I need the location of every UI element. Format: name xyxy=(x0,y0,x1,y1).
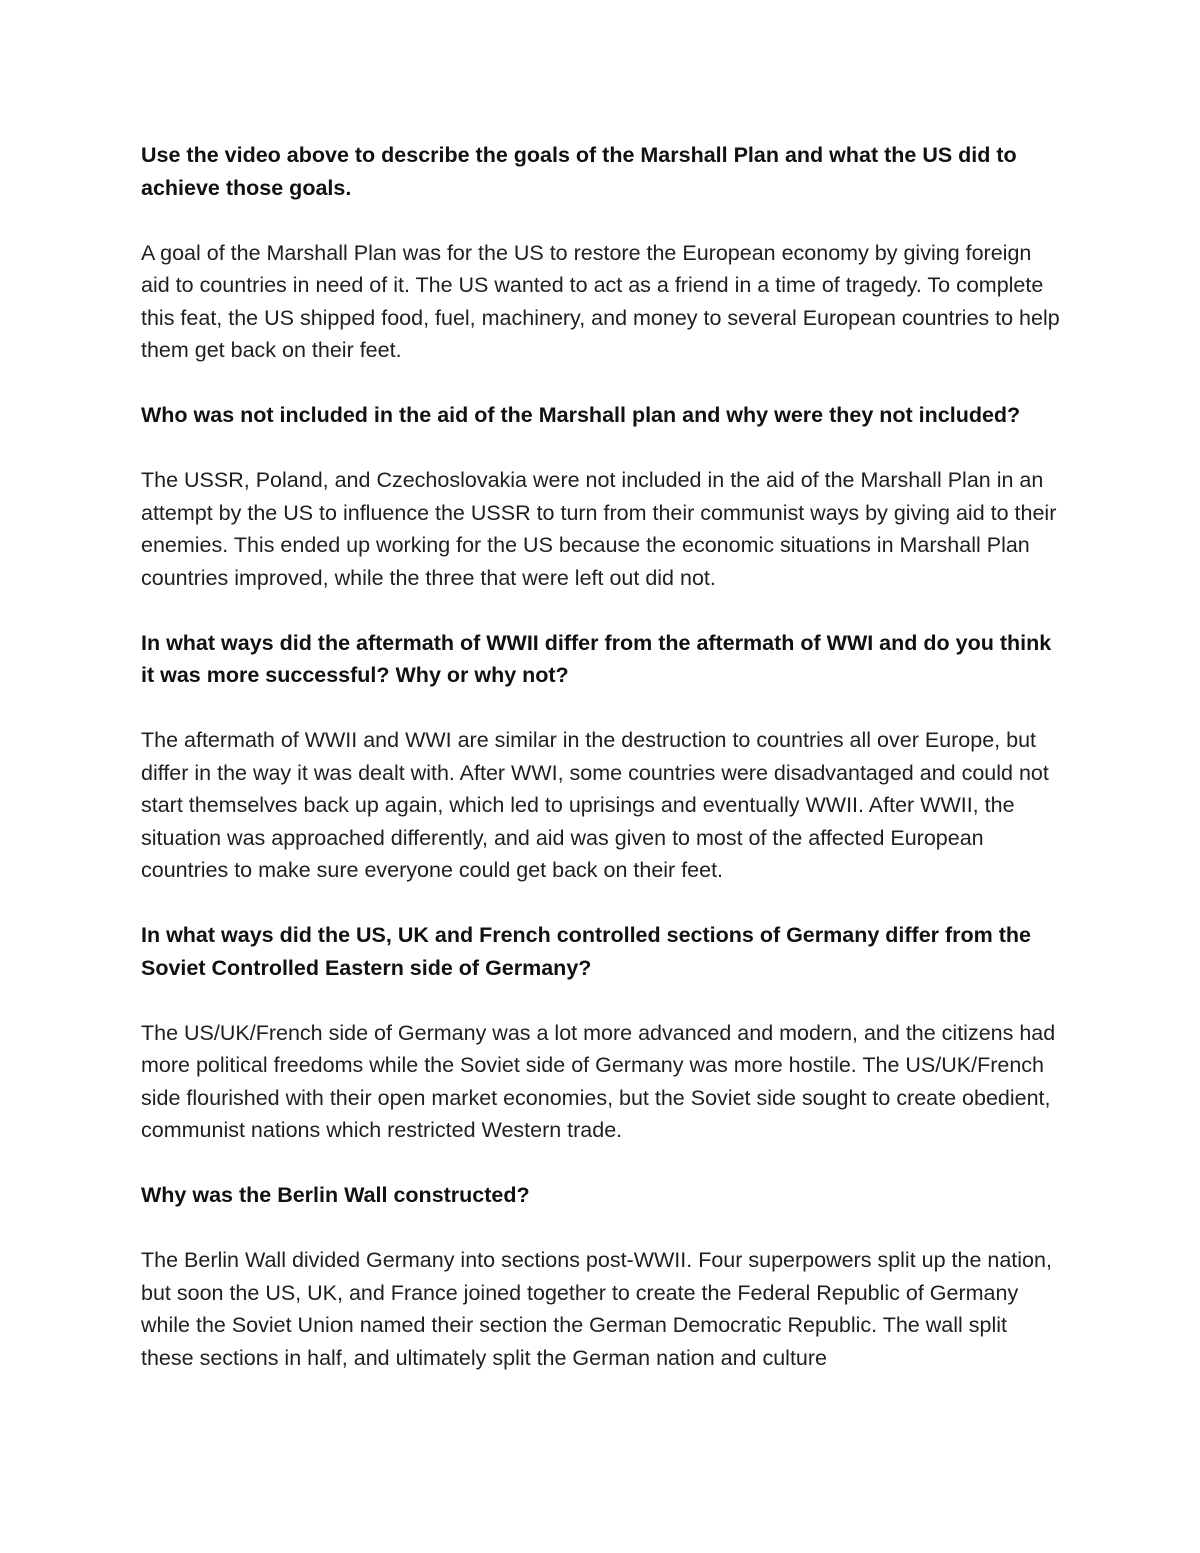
document-body xyxy=(141,139,1063,1407)
answer-3: The aftermath of WWII and WWI are similar in the destruction to countries all over Europe, but differ in the way it was dealt with. After WWI, some countries were disadvantaged and could not start themselves back up again, which led to uprisings and eventually WWII. After WWII, the situation was approached differently, and aid was given to most of the affected European countries to make sure everyone could get back on their feet. xyxy=(141,728,1049,882)
answer-1: A goal of the Marshall Plan was for the US to restore the European economy by giving foreign aid to countries in need of it. The US wanted to act as a friend in a time of tragedy. To complete this feat, the US shipped food, fuel, machinery, and money to several European countries to help them get back on their feet. xyxy=(141,240,1060,362)
question-5: Why was the Berlin Wall constructed? xyxy=(141,1183,530,1207)
question-3: In what ways did the aftermath of WWII differ from the aftermath of WWI and do you think it was more successful? Why or why not? xyxy=(141,630,1052,687)
answer-5: The Berlin Wall divided Germany into sections post-WWII. Four superpowers split up the nation, but soon the US, UK, and France joined together to create the Federal Republic of Germany while the Soviet Union named their section the German Democratic Republic. The wall split these sections in half, and ultimately split the German nation and culture xyxy=(141,1248,1052,1370)
question-1: Use the video above to describe the goals of the Marshall Plan and what the US did to achieve those goals. xyxy=(141,143,1017,200)
question-4: In what ways did the US, UK and French controlled sections of Germany differ from the Soviet Controlled Eastern side of Germany? xyxy=(141,923,1031,980)
question-2: Who was not included in the aid of the Marshall plan and why were they not included? xyxy=(141,403,1021,427)
answer-4: The US/UK/French side of Germany was a lot more advanced and modern, and the citizens had more political freedoms while the Soviet side of Germany was more hostile. The US/UK/French side flourished with their open market economies, but the Soviet side sought to create obedient, communist nations which restricted Western trade. xyxy=(141,1020,1056,1142)
answer-2: The USSR, Poland, and Czechoslovakia were not included in the aid of the Marshall Plan in an attempt by the US to influence the USSR to turn from their communist ways by giving aid to their enemies. This ended up working for the US because the economic situations in Marshall Plan countries improved, while the three that were left out did not. xyxy=(141,468,1057,590)
